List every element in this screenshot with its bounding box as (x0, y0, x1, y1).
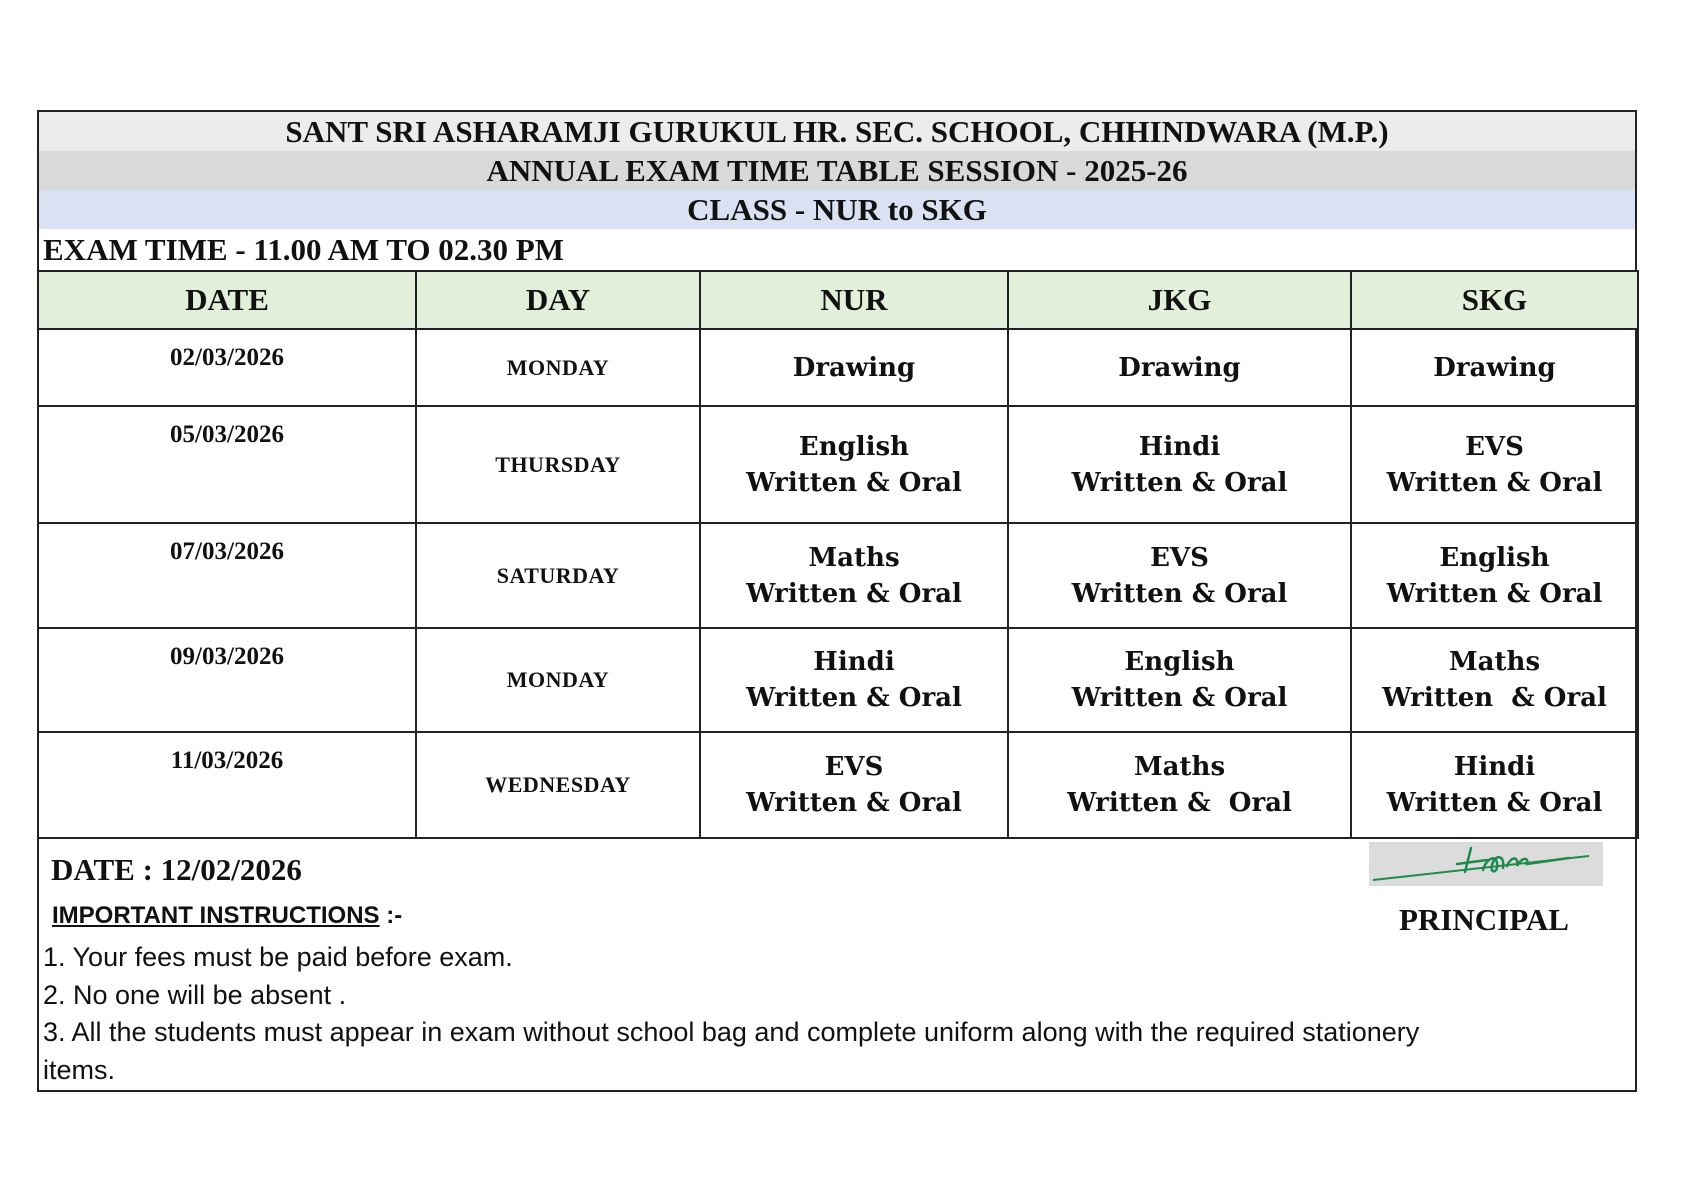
subject-name: Hindi (1453, 752, 1536, 782)
date-cell: 07/03/2026 (38, 523, 416, 628)
table-row (38, 523, 1638, 628)
subject-name: Maths (808, 542, 900, 573)
table-header-row (38, 271, 1638, 329)
subject-name: Drawing (1433, 352, 1556, 383)
skg-subject-cell (1351, 732, 1638, 838)
exam-mode: Written & Oral (746, 683, 962, 713)
signature-icon (1369, 842, 1603, 886)
school-name: SANT SRI ASHARAMJI GURUKUL HR. SEC. SCHOOL, CHHINDWARA (M.P.) (39, 112, 1635, 151)
table-row (38, 628, 1638, 732)
instruction-item: 3. All the students must appear in exam without school bag and complete uniform along with the required stationery items. (43, 1017, 1420, 1085)
exam-mode: Written & Oral (1386, 788, 1603, 818)
exam-mode: Written & Oral (1071, 683, 1288, 713)
nur-subject-cell (700, 329, 1008, 406)
nur-subject-cell (700, 628, 1008, 732)
exam-mode: Written & Oral (1071, 578, 1288, 609)
nur-subject-cell (700, 523, 1008, 628)
subject-name: Hindi (1138, 431, 1221, 462)
nur-subject-cell (700, 732, 1008, 838)
day-cell: MONDAY (416, 329, 700, 406)
exam-mode: Written & Oral (746, 578, 962, 609)
skg-subject-cell (1351, 523, 1638, 628)
notice-date: DATE : 12/02/2026 (51, 852, 302, 887)
subject-name: EVS (1150, 542, 1209, 573)
instructions-heading (52, 902, 402, 930)
day-cell: SATURDAY (416, 523, 700, 628)
jkg-subject-cell (1008, 628, 1351, 732)
exam-mode: Written & Oral (1386, 467, 1603, 498)
day-cell: WEDNESDAY (416, 732, 700, 838)
subject-name: Maths (1448, 647, 1541, 677)
subject-name: EVS (824, 752, 884, 782)
subject-name: English (1439, 542, 1550, 573)
class-range: CLASS - NUR to SKG (39, 190, 1635, 229)
subject-name: Maths (1133, 752, 1226, 782)
table-row (38, 732, 1638, 838)
exam-mode: Written & Oral (1067, 788, 1292, 818)
subject-name: English (1124, 647, 1235, 677)
exam-mode: Written & Oral (1382, 683, 1607, 713)
column-header-jkg: JKG (1008, 271, 1351, 329)
exam-time: EXAM TIME - 11.00 AM TO 02.30 PM (43, 232, 564, 267)
day-cell: MONDAY (416, 628, 700, 732)
exam-mode: Written & Oral (1071, 467, 1288, 498)
nur-subject-cell (700, 406, 1008, 523)
principal-signature (1369, 842, 1603, 886)
date-cell: 09/03/2026 (38, 628, 416, 732)
instructions-title: IMPORTANT INSTRUCTIONS (52, 902, 380, 929)
subject-name: Drawing (792, 352, 916, 383)
subject-name: English (798, 431, 910, 462)
column-header-skg: SKG (1351, 271, 1638, 329)
principal-label: PRINCIPAL (1399, 902, 1569, 937)
exam-mode: Written & Oral (1386, 578, 1603, 609)
date-cell: 05/03/2026 (38, 406, 416, 523)
subject-name: EVS (1465, 431, 1524, 462)
table-row (38, 406, 1638, 523)
column-header-nur: NUR (700, 271, 1008, 329)
instruction-item: 2. No one will be absent . (43, 980, 347, 1010)
column-header-day: DAY (416, 271, 700, 329)
timetable-title: ANNUAL EXAM TIME TABLE SESSION - 2025-26 (39, 151, 1635, 190)
subject-name: Drawing (1118, 352, 1241, 383)
subject-name: Hindi (813, 647, 895, 677)
timetable (37, 270, 1639, 839)
date-cell: 02/03/2026 (38, 329, 416, 406)
instructions-suffix: :- (379, 902, 403, 929)
instruction-item: 1. Your fees must be paid before exam. (43, 942, 513, 972)
table-row (38, 329, 1638, 406)
skg-subject-cell (1351, 628, 1638, 732)
jkg-subject-cell (1008, 523, 1351, 628)
exam-mode: Written & Oral (746, 467, 962, 498)
skg-subject-cell (1351, 406, 1638, 523)
jkg-subject-cell (1008, 329, 1351, 406)
skg-subject-cell (1351, 329, 1638, 406)
day-cell: THURSDAY (416, 406, 700, 523)
column-header-date: DATE (38, 271, 416, 329)
jkg-subject-cell (1008, 406, 1351, 523)
exam-mode: Written & Oral (746, 788, 962, 818)
jkg-subject-cell (1008, 732, 1351, 838)
timetable-sheet (37, 110, 1637, 1092)
date-cell: 11/03/2026 (38, 732, 416, 838)
